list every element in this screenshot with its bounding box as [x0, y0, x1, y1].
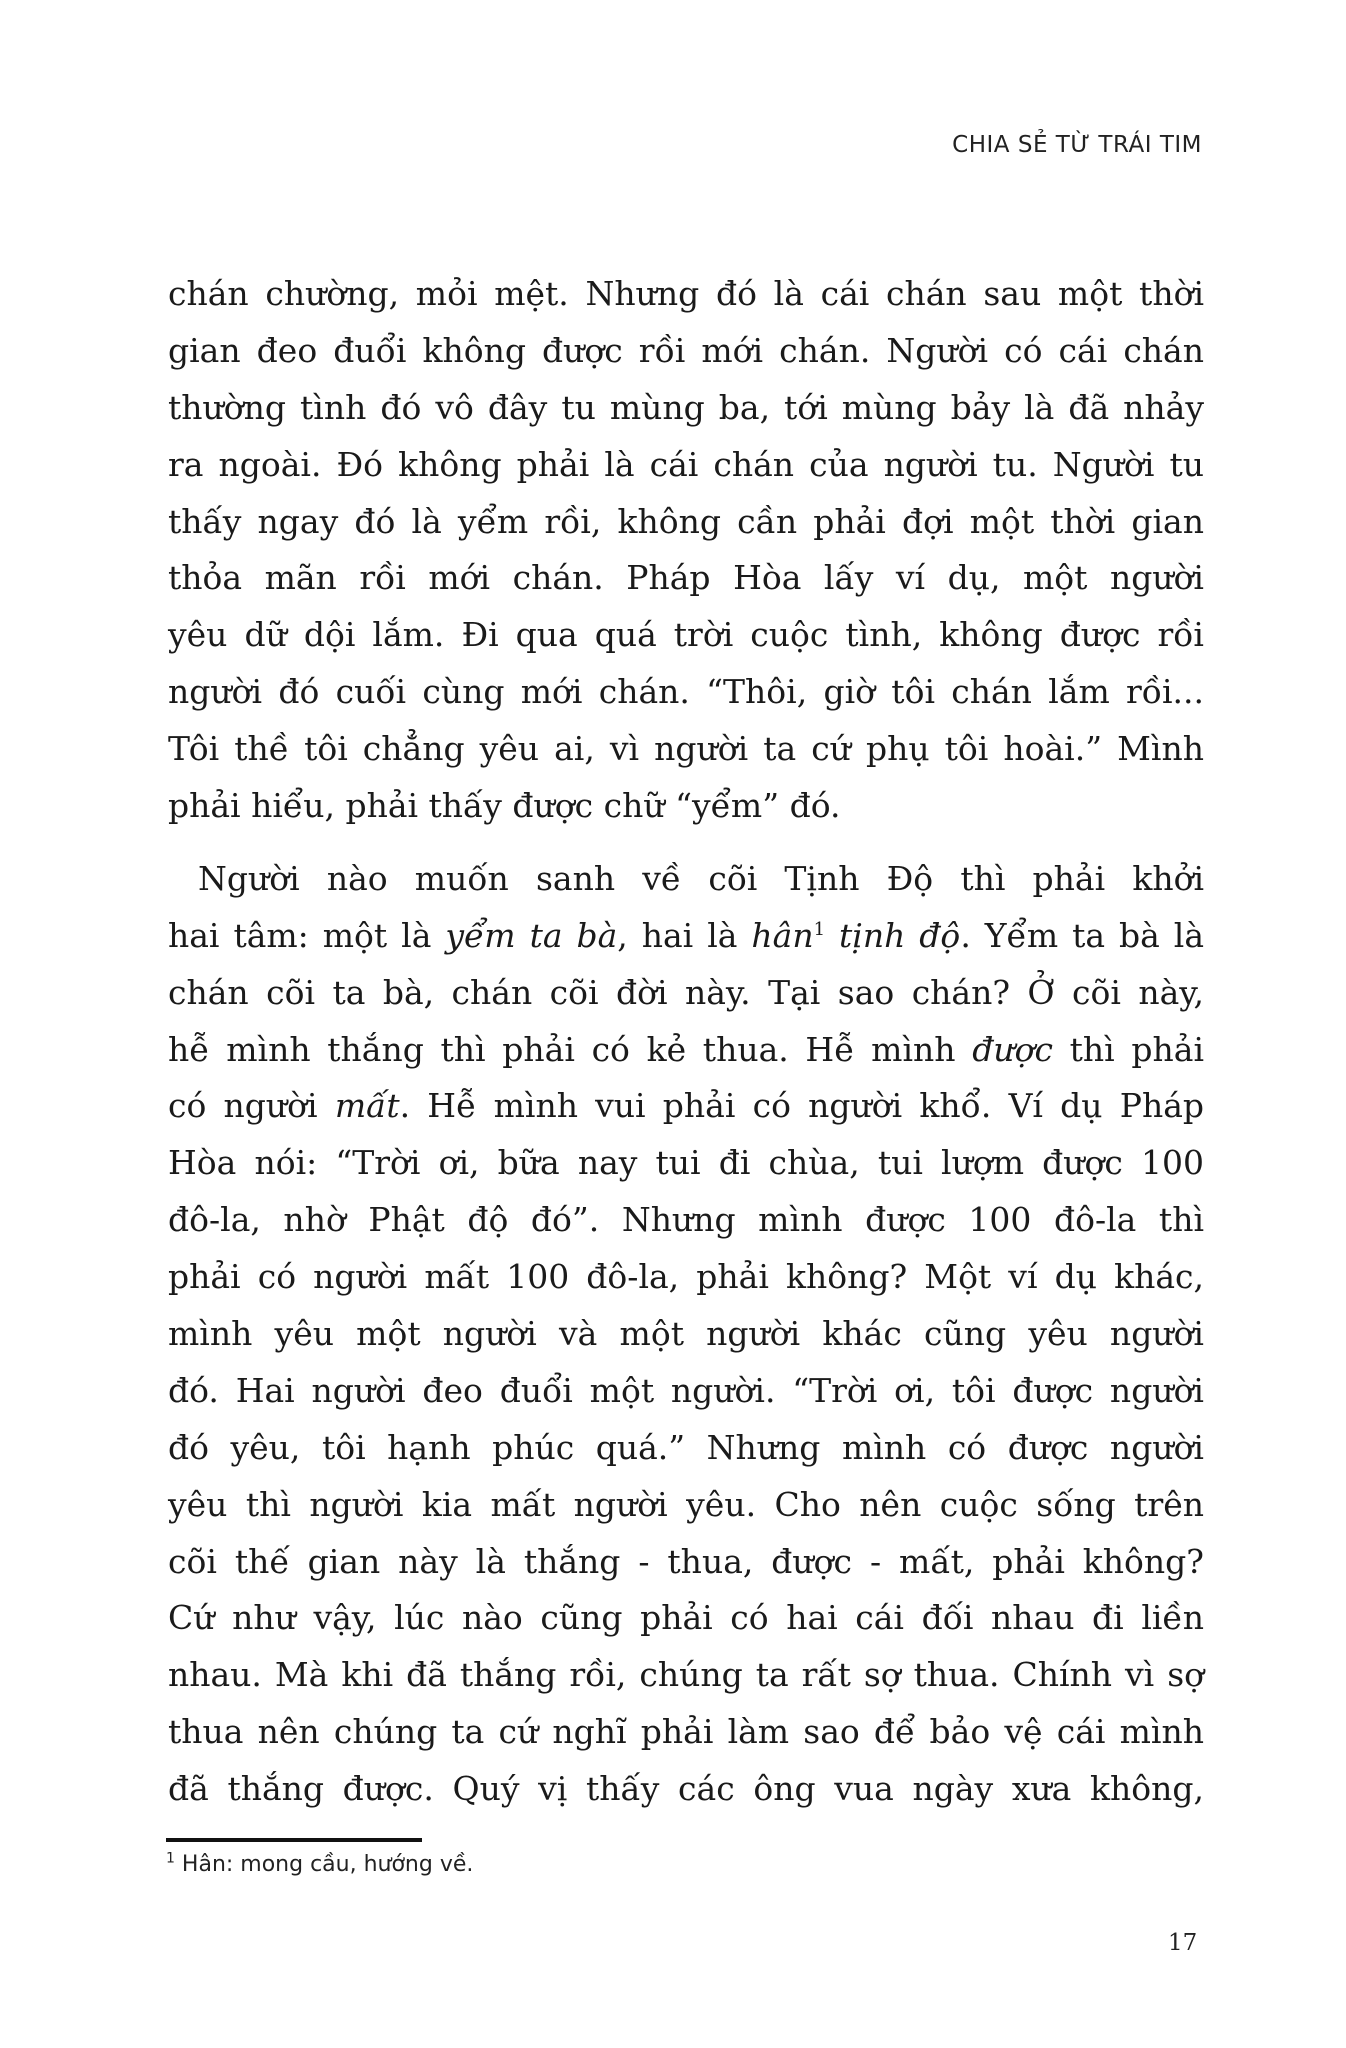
text-line: người đó cuối cùng mới chán. “Thôi, giờ tôi chán lắm rồi...	[168, 672, 1204, 712]
page-number: 17	[1168, 1930, 1198, 1956]
text-line: đã thắng được. Quý vị thấy các ông vua ngày xưa không,	[168, 1769, 1204, 1809]
text-line: Người nào muốn sanh về cõi Tịnh Độ thì phải khởi	[198, 858, 1204, 898]
text-line: cõi thế gian này là thắng - thua, được - mất, phải không?	[168, 1541, 1204, 1581]
footnote-text: Hân: mong cầu, hướng về.	[174, 1852, 474, 1877]
text-line: đô-la, nhờ Phật độ đó”. Nhưng mình được 100 đô-la thì	[168, 1200, 1204, 1240]
text-run: hễ mình thắng thì phải có kẻ thua. Hễ mình	[168, 1029, 973, 1069]
text-line: thường tình đó vô đây tu mùng ba, tới mùng bảy là đã nhảy	[168, 387, 1204, 427]
text-run: , hai là	[617, 915, 752, 955]
text-line	[168, 1078, 1204, 1135]
paragraph-2	[168, 851, 1204, 1818]
running-header: CHIA SẺ TỪ TRÁI TIM	[952, 132, 1202, 158]
footnote-marker: 1	[166, 1850, 175, 1867]
paragraph-1	[168, 266, 1204, 835]
text-line: Tôi thề tôi chẳng yêu ai, vì người ta cứ phụ tôi hoài.” Mình	[168, 729, 1204, 769]
text-line: thỏa mãn rồi mới chán. Pháp Hòa lấy ví dụ, một người	[168, 558, 1204, 598]
text-line	[168, 908, 1204, 965]
text-line: gian đeo đuổi không được rồi mới chán. Người có cái chán	[168, 330, 1204, 370]
text-run: . Hễ mình vui phải có người khổ. Ví dụ Pháp	[399, 1086, 1205, 1126]
text-line: chán chường, mỏi mệt. Nhưng đó là cái chán sau một thời	[168, 274, 1204, 313]
italic-term: mất	[334, 1086, 400, 1126]
text-run: . Yểm ta bà là	[960, 915, 1205, 955]
text-line: ra ngoài. Đó không phải là cái chán của người tu. Người tu	[168, 444, 1204, 484]
text-line: thua nên chúng ta cứ nghĩ phải làm sao để bảo vệ cái mình	[168, 1712, 1204, 1752]
italic-term: tịnh độ	[825, 915, 961, 955]
text-line: phải có người mất 100 đô-la, phải không? Một ví dụ khác,	[168, 1257, 1204, 1297]
text-run: hai tâm: một là	[168, 915, 446, 955]
text-run: thì phải	[1052, 1029, 1204, 1069]
italic-term: hân	[751, 915, 814, 955]
footnote-divider	[166, 1838, 422, 1842]
text-line: yêu thì người kia mất người yêu. Cho nên cuộc sống trên	[168, 1484, 1204, 1524]
footnote	[166, 1852, 473, 1877]
text-line	[168, 1022, 1204, 1079]
text-line: yêu dữ dội lắm. Đi qua quá trời cuộc tình, không được rồi	[168, 615, 1204, 655]
italic-term: được	[972, 1029, 1053, 1069]
italic-term: yểm ta bà	[445, 915, 618, 955]
text-line: đó. Hai người đeo đuổi một người. “Trời ơi, tôi được người	[168, 1370, 1204, 1410]
text-run: có người	[168, 1086, 335, 1126]
text-line: Cứ như vậy, lúc nào cũng phải có hai cái đối nhau đi liền	[168, 1598, 1204, 1638]
text-line: chán cõi ta bà, chán cõi đời này. Tại sao chán? Ở cõi này,	[168, 972, 1204, 1012]
body-text	[168, 266, 1204, 1818]
text-line: mình yêu một người và một người khác cũng yêu người	[168, 1314, 1204, 1354]
text-line: Hòa nói: “Trời ơi, bữa nay tui đi chùa, tui lượm được 100	[168, 1143, 1204, 1183]
text-line: phải hiểu, phải thấy được chữ “yểm” đó.	[168, 786, 841, 826]
text-line: thấy ngay đó là yểm rồi, không cần phải đợi một thời gian	[168, 501, 1204, 541]
text-line: đó yêu, tôi hạnh phúc quá.” Nhưng mình có được người	[168, 1427, 1204, 1467]
footnote-ref[interactable]: 1	[813, 918, 826, 940]
text-line: nhau. Mà khi đã thắng rồi, chúng ta rất sợ thua. Chính vì sợ	[168, 1655, 1204, 1695]
